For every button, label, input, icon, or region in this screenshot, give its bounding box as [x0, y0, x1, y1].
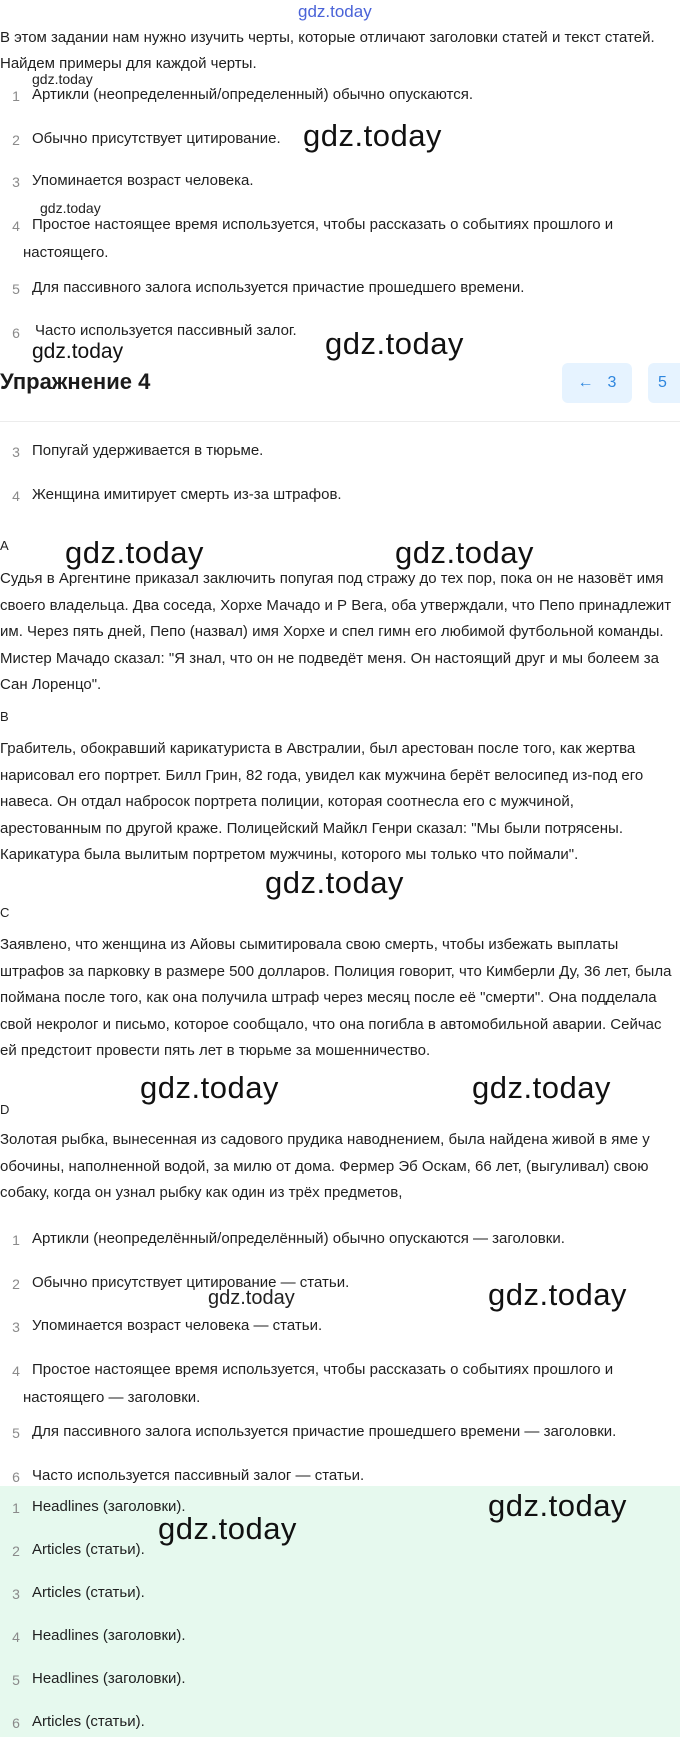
list-item: Простое настоящее время используется, чтобы рассказать о событиях прошлого и — [32, 216, 614, 233]
watermark: gdz.today — [488, 1277, 627, 1312]
arrow-left-icon: ← — [577, 374, 594, 391]
list-number: 1 — [12, 88, 20, 104]
list-item: Обычно присутствует цитирование. — [32, 130, 281, 147]
list-number: 3 — [12, 444, 20, 460]
watermark: gdz.today — [158, 1511, 297, 1546]
headline-item: Женщина имитирует смерть из-за штрафов. — [32, 486, 342, 503]
watermark: gdz.today — [208, 1287, 295, 1309]
answer-item: Headlines (заголовки). — [32, 1627, 186, 1644]
answer-item: Articles (статьи). — [32, 1541, 145, 1558]
story-letter: A — [0, 538, 9, 553]
list-number: 5 — [12, 1672, 20, 1688]
list-item: Упоминается возраст человека — статьи. — [32, 1317, 323, 1334]
watermark: gdz.today — [488, 1488, 627, 1523]
watermark: gdz.today — [40, 200, 101, 216]
list-item: Для пассивного залога используется причастие прошедшего времени. — [32, 279, 525, 296]
answer-item: Headlines (заголовки). — [32, 1670, 186, 1687]
watermark: gdz.today — [472, 1070, 611, 1105]
story-text: Золотая рыбка, вынесенная из садового прудика наводнением, была найдена живой в яме у обочины, наполненной водой, за милю от дома. Фермер Эб Оскам, 66 лет, (выгуливал) свою собаку, когда он узнал рыбку как один из трёх предметов, — [0, 1131, 650, 1201]
list-number: 4 — [12, 488, 20, 504]
answer-item: Headlines (заголовки). — [32, 1498, 186, 1515]
prev-exercise-button[interactable] — [562, 363, 632, 403]
intro-text: В этом задании нам нужно изучить черты, которые отличают заголовки статей и текст статей. Найдем примеры для каждой черты. — [0, 29, 655, 72]
story-letter: B — [0, 709, 9, 724]
watermark: gdz.today — [265, 865, 404, 900]
watermark: gdz.today — [65, 535, 204, 570]
list-item: Упоминается возраст человека. — [32, 172, 254, 189]
next-exercise-label: 5 — [658, 374, 667, 391]
headline-item: Попугай удерживается в тюрьме. — [32, 442, 264, 459]
answer-item: Articles (статьи). — [32, 1713, 145, 1730]
story-text: Судья в Аргентине приказал заключить попугая под стражу до тех пор, пока он не назовёт имя своего владельца. Два соседа, Хорхе Мачадо и Р Вега, оба утверждали, что Пепо принадлежит им. Через пять дней, Пепо (назвал) имя Хорхе и спел гимн его любимой футбольной команды. Мистер Мачадо сказал: "Я знал, что он не подведёт меня. Он настоящий друг и мы болеем за Сан Лоренцо". — [0, 570, 672, 693]
list-number: 4 — [12, 1629, 20, 1645]
story-text: Грабитель, обокравший карикатуриста в Австралии, был арестован после того, как жертва нарисовал его портрет. Билл Грин, 82 года, увидел как мужчина берёт велосипед из-под его навеса. Он отдал набросок портрета полиции, которая соотнесла его с мужчиной, арестованным по другой краже. Полицейский Майкл Генри сказал: "Мы были потрясены. Карикатура была вылитым портретом мужчины, которого мы только что поймали". — [0, 740, 644, 863]
list-number: 3 — [12, 174, 20, 190]
list-number: 6 — [12, 1715, 20, 1731]
prev-exercise-label: 3 — [607, 374, 617, 391]
list-item-continuation: настоящего. — [23, 244, 109, 261]
list-number: 6 — [12, 1469, 20, 1485]
watermark: gdz.today — [325, 326, 464, 361]
watermark: gdz.today — [32, 71, 93, 87]
divider — [0, 421, 680, 422]
exercise-title: Упражнение 4 — [0, 369, 151, 394]
list-item: Для пассивного залога используется причастие прошедшего времени — заголовки. — [32, 1423, 617, 1440]
story-letter: D — [0, 1102, 10, 1117]
list-number: 3 — [12, 1319, 20, 1335]
list-number: 4 — [12, 218, 20, 234]
list-item: Обычно присутствует цитирование — статьи. — [32, 1274, 350, 1291]
list-item: Часто используется пассивный залог — статьи. — [32, 1467, 365, 1484]
list-item: Артикли (неопределенный/определенный) обычно опускаются. — [32, 86, 473, 103]
story-text: Заявлено, что женщина из Айовы сымитировала свою смерть, чтобы избежать выплаты штрафов за парковку в размере 500 долларов. Полиция говорит, что Кимберли Ду, 36 лет, была поймана после того, как она получила штраф через месяц после её "смерти". Она подделала свой некролог и письмо, которое сообщало, что она погибла в автомобильной аварии. Сейчас ей предстоит провести пять лет в тюрьме за мошенничество. — [0, 936, 672, 1059]
list-item-continuation: настоящего — заголовки. — [23, 1389, 201, 1406]
watermark-top: gdz.today — [298, 2, 372, 21]
watermark: gdz.today — [32, 340, 124, 363]
list-item: Простое настоящее время используется, чтобы рассказать о событиях прошлого и — [32, 1361, 614, 1378]
watermark: gdz.today — [140, 1070, 279, 1105]
list-number: 3 — [12, 1586, 20, 1602]
watermark: gdz.today — [395, 535, 534, 570]
list-number: 2 — [12, 1276, 20, 1292]
list-number: 1 — [12, 1232, 20, 1248]
answer-item: Articles (статьи). — [32, 1584, 145, 1601]
list-number: 2 — [12, 1543, 20, 1559]
list-number: 6 — [12, 325, 20, 341]
watermark: gdz.today — [303, 118, 442, 153]
list-number: 5 — [12, 281, 20, 297]
list-number: 1 — [12, 1500, 20, 1516]
next-exercise-button[interactable] — [648, 363, 680, 403]
list-item: Артикли (неопределённый/определённый) обычно опускаются — заголовки. — [32, 1230, 565, 1247]
list-item: Часто используется пассивный залог. — [35, 322, 297, 339]
list-number: 2 — [12, 132, 20, 148]
list-number: 4 — [12, 1363, 20, 1379]
list-number: 5 — [12, 1425, 20, 1441]
story-letter: C — [0, 905, 10, 920]
